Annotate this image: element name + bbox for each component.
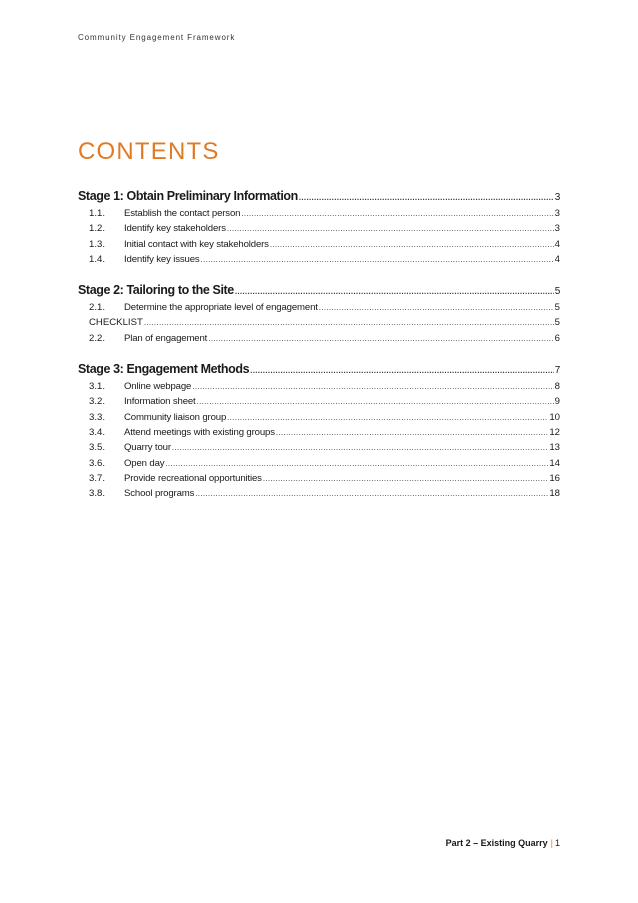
dot-leader [227,221,554,236]
dot-leader [270,237,554,252]
toc-item-label: Attend meetings with existing groups [124,426,275,438]
toc-page-number: 6 [554,332,560,344]
dot-leader [195,486,548,501]
toc-item-number: 3.1. [89,381,106,393]
page-title: CONTENTS [78,138,220,165]
toc-item-number: 1.2. [89,223,106,235]
toc-item[interactable] [78,331,560,346]
dot-leader [227,410,548,425]
toc-item-number: 2.2. [89,332,106,344]
dot-leader [208,331,553,346]
toc-item[interactable] [78,221,560,236]
toc-item-number: 3.5. [89,442,106,454]
toc-page-number: 10 [549,411,560,423]
toc-item-label: Open day [124,457,165,469]
toc-item-number: 3.7. [89,472,106,484]
toc-item-label: Community liaison group [124,411,227,423]
toc-page-number: 16 [549,472,560,484]
toc-item-label: Establish the contact person [124,208,241,219]
toc-stage-label: Stage 1: Obtain Preliminary Information [78,189,298,203]
toc-item[interactable] [78,252,560,267]
toc-page-number: 13 [549,442,560,454]
toc-item-label: Determine the appropriate level of engagement [124,302,318,314]
toc-stage-label: Stage 3: Engagement Methods [78,362,250,377]
dot-leader [172,440,548,455]
toc-item[interactable] [78,471,560,486]
toc-item-number: 3.6. [89,457,106,469]
toc-item-number: 1.3. [89,238,106,250]
toc-page-number: 3 [554,208,560,219]
toc-page-number: 5 [554,317,560,329]
toc-item-label: Online webpage [124,381,192,393]
toc-stage-label: Stage 2: Tailoring to the Site [78,283,234,298]
dot-leader [319,300,554,315]
toc-item[interactable] [78,300,560,315]
toc-page-number: 9 [554,396,560,408]
toc-item-label: Plan of engagement [124,332,208,344]
page-footer [446,838,560,848]
toc-page-number: 8 [554,381,560,393]
dot-leader [201,252,554,267]
toc-stage-3[interactable] [78,359,560,379]
toc-item[interactable] [78,440,560,455]
toc-stage-1[interactable] [78,186,560,206]
toc-item-number: 3.4. [89,426,106,438]
toc-item[interactable] [78,394,560,409]
toc-page-number: 12 [549,426,560,438]
dot-leader [250,359,554,379]
toc-item-label: CHECKLIST [89,317,143,329]
toc-page-number: 4 [554,238,560,250]
toc-item-label: Information sheet [124,396,196,408]
table-of-contents [78,186,560,501]
toc-item-checklist[interactable] [78,315,560,330]
toc-item-label: School programs [124,488,195,500]
dot-leader [197,394,554,409]
dot-leader [276,425,548,440]
toc-item-label: Provide recreational opportunities [124,472,262,484]
toc-item-number: 3.3. [89,411,106,423]
toc-page-number: 4 [554,253,560,265]
toc-page-number: 7 [554,365,560,377]
dot-leader [299,186,554,206]
toc-item-number: 1.1. [89,208,106,219]
toc-page-number: 5 [554,302,560,314]
toc-item[interactable] [78,486,560,501]
toc-page-number: 3 [554,192,560,203]
footer-separator: | [550,838,553,848]
toc-item-number: 2.1. [89,302,106,314]
toc-item[interactable] [78,410,560,425]
dot-leader [263,471,549,486]
footer-label: Part 2 – Existing Quarry [445,838,548,848]
dot-leader [241,206,553,221]
toc-item[interactable] [78,206,560,221]
toc-stage-2[interactable] [78,280,560,300]
toc-page-number: 14 [549,457,560,469]
toc-item[interactable] [78,456,560,471]
toc-item-number: 3.2. [89,396,106,408]
dot-leader [144,315,554,330]
toc-page-number: 3 [554,223,560,235]
toc-item-label: Initial contact with key stakeholders [124,238,269,250]
toc-page-number: 18 [549,488,560,500]
dot-leader [235,280,554,300]
toc-page-number: 5 [554,286,560,298]
dot-leader [165,456,548,471]
footer-page-number: 1 [554,838,560,848]
toc-item-label: Quarry tour [124,442,171,454]
toc-item[interactable] [78,425,560,440]
toc-item[interactable] [78,379,560,394]
toc-item-label: Identify key issues [124,253,200,265]
toc-item-number: 1.4. [89,253,106,265]
running-header: Community Engagement Framework [78,33,236,42]
toc-item-number: 3.8. [89,488,106,500]
toc-item-label: Identify key stakeholders [124,223,226,235]
dot-leader [192,379,553,394]
toc-item[interactable] [78,237,560,252]
